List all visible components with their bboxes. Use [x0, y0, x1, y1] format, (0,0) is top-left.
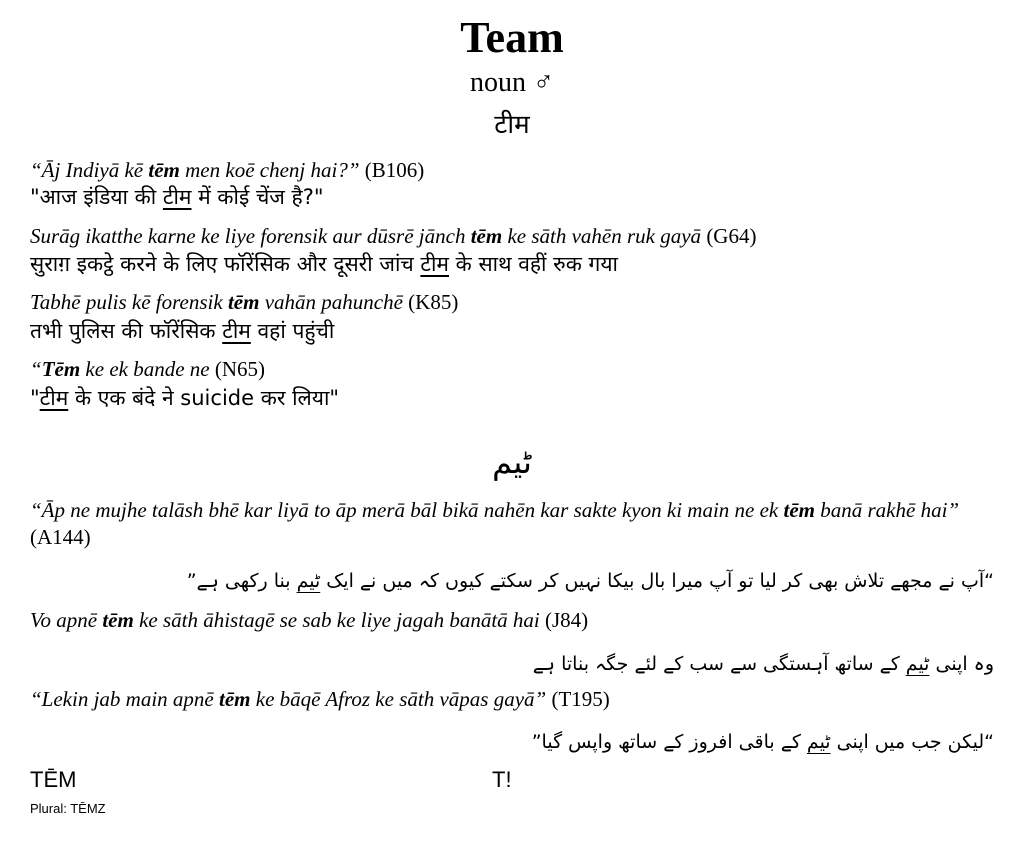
example-1-hindi: "आज इंडिया की टीम में कोई चेंज है?" — [30, 185, 324, 209]
example-4-transliteration: “Tēm ke ek bande ne (N65) — [30, 357, 266, 381]
example-4-hindi: "टीम के एक बंदे ने suicide कर लिया" — [30, 386, 340, 410]
urdu-example-3-transliteration: “Lekin jab main apnē tēm ke bāqē Afroz ke sāth vāpas gayā” (T195) — [30, 687, 610, 711]
headword: Team — [460, 13, 564, 62]
urdu-headword: ٹیم — [492, 443, 532, 481]
urdu-example-1-transliteration: “Āp ne mujhe talāsh bhē kar liyā to āp merā bāl bikā nahēn kar sakte kyon ki main ne ek tēm banā rakhē hai” (A144) — [30, 498, 960, 549]
example-3-hindi: तभी पुलिस की फॉरेंसिक टीम वहां पहुंची — [30, 319, 335, 343]
example-3-transliteration: Tabhē pulis kē forensik tēm vahān pahunchē (K85) — [30, 290, 459, 314]
hindi-headword: टीम — [494, 110, 530, 140]
urdu-example-3-urdu: “لیکن جب میں اپنی ٹیم کے باقی افروز کے ساتھ واپس گیا” — [531, 731, 994, 753]
plural-form: Plural: TĒMZ — [30, 801, 106, 816]
stress-marker: T! — [492, 767, 512, 792]
part-of-speech: noun ♂ — [470, 67, 554, 98]
example-2-transliteration: Surāg ikatthe karne ke liye forensik aur dūsrē jānch tēm ke sāth vahēn ruk gayā (G64) — [30, 224, 757, 248]
urdu-example-1-urdu: “آپ نے مجھے تلاش بھی کر لیا تو آپ میرا بال بیکا نہیں کر سکتے کیوں کہ میں نے ایک ٹیم بنا رکھی ہے” — [186, 570, 994, 592]
example-2-hindi: सुराग़ इकट्ठे करने के लिए फॉरेंसिक और दूसरी जांच टीम के साथ वहीं रुक गया — [30, 252, 618, 276]
example-1-transliteration: “Āj Indiyā kē tēm men koē chenj hai?” (B106) — [30, 158, 425, 182]
urdu-example-2-urdu: وہ اپنی ٹیم کے ساتھ آہستگی سے سب کے لئے جگہ بناتا ہے — [532, 653, 994, 675]
urdu-example-2-transliteration: Vo apnē tēm ke sāth āhistagē se sab ke liye jagah banātā hai (J84) — [30, 608, 589, 632]
pronunciation: TĒM — [30, 767, 77, 792]
